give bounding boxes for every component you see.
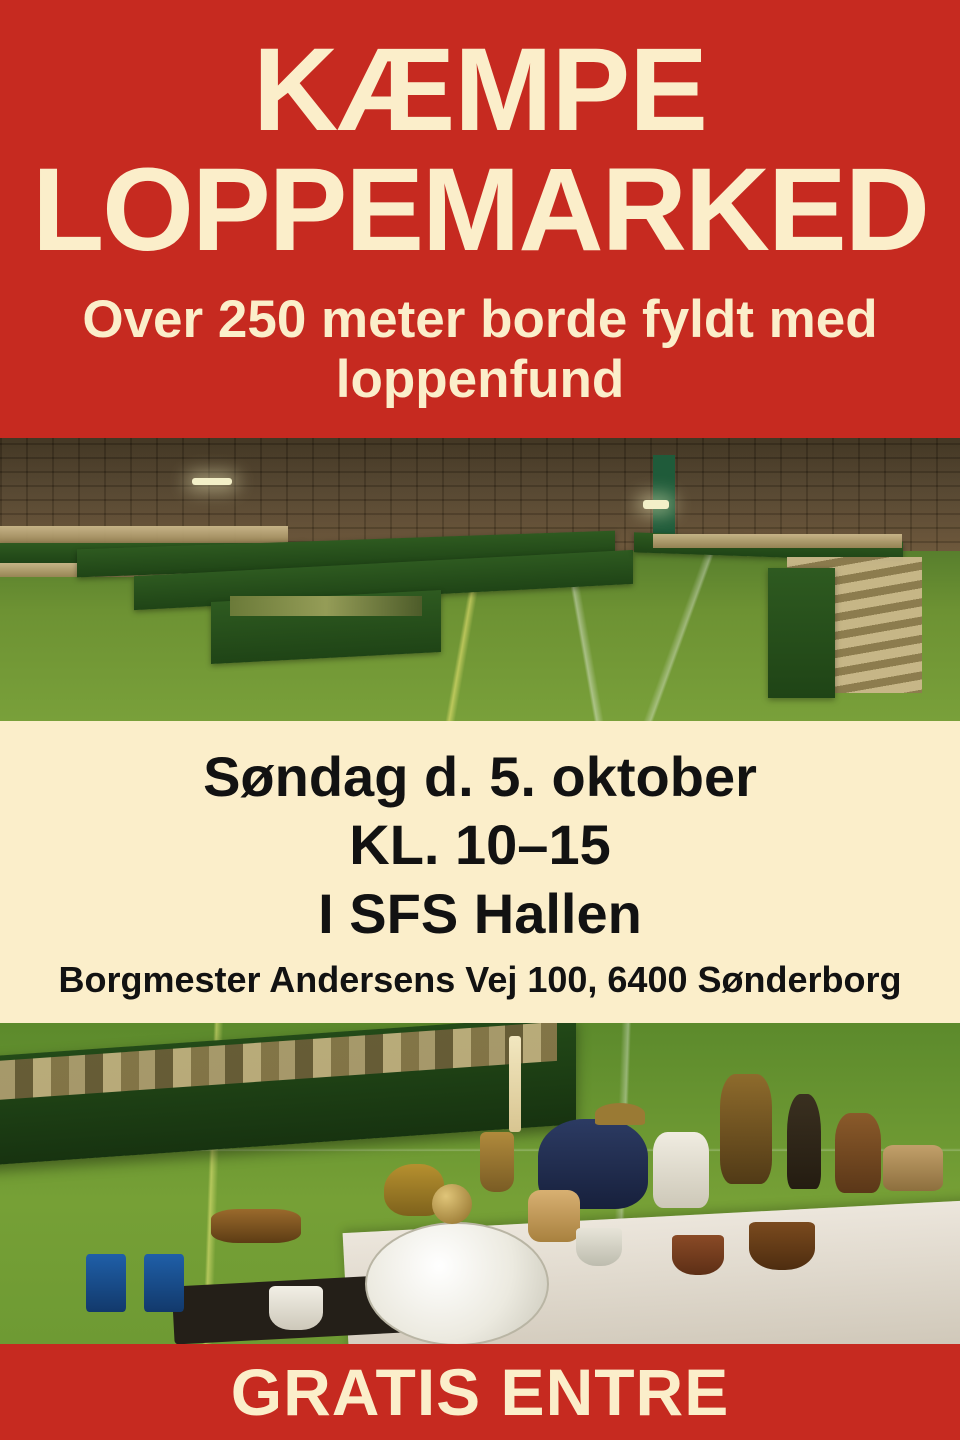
- goods-candlestick: [480, 1132, 514, 1192]
- poster-title-line-2: LOPPEMARKED: [32, 144, 928, 277]
- poster-header: [0, 0, 960, 438]
- goods-small-cup: [528, 1190, 580, 1242]
- goods-blue-bowl-2: [672, 1235, 724, 1275]
- poster-subtitle: Over 250 meter borde fyldt med loppenfund: [82, 290, 878, 409]
- photo-hall: [0, 438, 960, 721]
- goods-brown-bowl: [749, 1222, 815, 1270]
- goods-blue-glass-1: [86, 1254, 126, 1312]
- hall-lamp-2: [192, 478, 232, 485]
- hall-lamp-1: [643, 500, 669, 509]
- goods-white-cup: [269, 1286, 323, 1330]
- goods-blue-glass-2: [144, 1254, 184, 1312]
- goods-teapot-lid: [595, 1103, 645, 1125]
- poster-footer: [0, 1344, 960, 1440]
- goods-brass-knob: [432, 1184, 472, 1224]
- hall-goods-far-left: [0, 526, 288, 543]
- event-time: KL. 10–15: [349, 813, 611, 877]
- event-info: [0, 721, 960, 1023]
- free-entry-text: GRATIS ENTRE: [230, 1355, 730, 1429]
- goods-wooden-piece: [211, 1209, 301, 1243]
- event-venue: I SFS Hallen: [318, 882, 642, 946]
- goods-brown-vase: [835, 1113, 881, 1193]
- hall-table-right-2: [768, 568, 835, 698]
- poster-title-line-1: KÆMPE: [253, 24, 707, 156]
- hall-table-4-goods: [230, 596, 422, 616]
- goods-white-pitcher: [653, 1132, 709, 1208]
- goods-blue-bowl-1: [576, 1228, 622, 1266]
- event-date: Søndag d. 5. oktober: [203, 744, 757, 808]
- goods-bronze-jug: [720, 1074, 772, 1184]
- goods-candle: [509, 1036, 521, 1132]
- goods-mug-row: [883, 1145, 943, 1191]
- photo-goods: [0, 1023, 960, 1344]
- hall-goods-right-1: [653, 534, 903, 548]
- goods-dark-bottle: [787, 1094, 821, 1189]
- event-address: Borgmester Andersens Vej 100, 6400 Sønderborg: [58, 958, 902, 1000]
- goods-plate-stack: [365, 1222, 549, 1344]
